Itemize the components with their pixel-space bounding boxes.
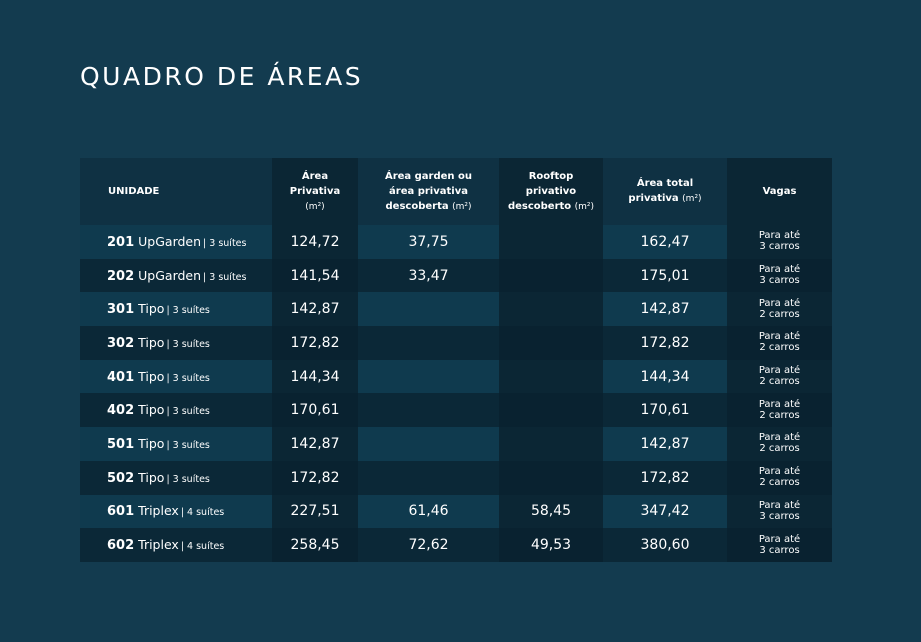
cell-rooftop: 49,53: [499, 528, 603, 562]
cell-unidade: [80, 427, 272, 461]
cell-area-garden: [358, 292, 499, 326]
cell-rooftop: [499, 360, 603, 394]
cell-vagas: [727, 495, 832, 529]
cell-area-total: 172,82: [603, 326, 727, 360]
header-area-unit: (m²): [305, 201, 325, 212]
vagas-line1: Para até: [758, 331, 801, 343]
header-total-line2: privativa: [628, 193, 679, 204]
cell-area-privativa: 172,82: [272, 461, 358, 495]
unit-suites: | 4 suítes: [180, 541, 225, 553]
cell-unidade: [80, 259, 272, 293]
cell-rooftop: [499, 461, 603, 495]
header-total-unit: (m²): [682, 194, 702, 204]
cell-unidade: [80, 326, 272, 360]
unit-suites: | 3 suítes: [166, 338, 210, 350]
header-rooftop: [499, 158, 603, 225]
vagas-text: [759, 331, 800, 353]
unit-type: Tipo: [138, 402, 165, 418]
cell-rooftop: [499, 259, 603, 293]
table-row: [80, 360, 832, 394]
vagas-text: [759, 230, 800, 252]
cell-rooftop: [499, 393, 603, 427]
unit-number: 602: [107, 538, 135, 554]
unit-type: Tipo: [138, 368, 165, 384]
vagas-line1: Para até: [758, 466, 801, 478]
vagas-line1: Para até: [758, 264, 801, 276]
header-unidade: [80, 158, 272, 225]
cell-vagas: [727, 461, 832, 495]
cell-area-garden: [358, 427, 499, 461]
vagas-text: [759, 534, 800, 556]
cell-unidade: [80, 225, 272, 259]
cell-area-garden: 33,47: [358, 259, 499, 293]
cell-area-total: 172,82: [603, 461, 727, 495]
table-row: [80, 528, 832, 562]
header-row: [80, 158, 832, 225]
cell-unidade: [80, 528, 272, 562]
vagas-line2: 2 carros: [759, 443, 800, 455]
vagas-text: [759, 264, 800, 286]
cell-area-privativa: 144,34: [272, 360, 358, 394]
vagas-line1: Para até: [758, 432, 801, 444]
vagas-line1: Para até: [758, 398, 801, 410]
unit-suites: | 3 suítes: [203, 271, 247, 283]
table-row: [80, 427, 832, 461]
vagas-line2: 2 carros: [759, 409, 800, 421]
cell-area-total: 144,34: [603, 360, 727, 394]
cell-vagas: [727, 360, 832, 394]
header-area-privativa: [272, 158, 358, 225]
unit-suites: | 3 suítes: [166, 406, 210, 418]
vagas-line2: 2 carros: [759, 477, 800, 489]
cell-rooftop: [499, 326, 603, 360]
header-area-total: [603, 158, 727, 225]
unit-type: Tipo: [138, 334, 165, 350]
areas-table-container: [80, 158, 832, 562]
header-total-line1: Área total: [636, 178, 694, 189]
header-vagas-label: Vagas: [762, 186, 797, 197]
cell-rooftop: [499, 427, 603, 461]
unit-number: 301: [107, 302, 135, 318]
table-row: [80, 292, 832, 326]
table-row: [80, 461, 832, 495]
vagas-line1: Para até: [758, 365, 801, 377]
vagas-text: [759, 399, 800, 421]
table-row: [80, 259, 832, 293]
unit-number: 302: [107, 335, 135, 351]
cell-vagas: [727, 393, 832, 427]
vagas-text: [759, 466, 800, 488]
vagas-line2: 2 carros: [759, 342, 800, 354]
vagas-text: [759, 432, 800, 454]
unit-number: 502: [107, 470, 135, 486]
cell-area-total: 170,61: [603, 393, 727, 427]
table-body: [80, 225, 832, 562]
table-row: [80, 225, 832, 259]
vagas-text: [759, 365, 800, 387]
cell-area-privativa: 141,54: [272, 259, 358, 293]
unit-type: UpGarden: [138, 267, 202, 283]
vagas-line2: 3 carros: [759, 510, 800, 522]
cell-area-garden: [358, 360, 499, 394]
cell-area-total: 175,01: [603, 259, 727, 293]
unit-type: Tipo: [138, 301, 165, 317]
unit-type: Tipo: [138, 435, 165, 451]
header-garden-unit: (m²): [452, 201, 472, 212]
header-rooftop-line3: descoberto: [507, 200, 572, 212]
cell-unidade: [80, 461, 272, 495]
page-title: QUADRO DE ÁREAS: [80, 62, 364, 91]
unit-suites: | 4 suítes: [180, 507, 225, 519]
table-header: [80, 158, 832, 225]
header-area-line1: Área: [301, 170, 329, 182]
cell-area-total: 380,60: [603, 528, 727, 562]
vagas-line1: Para até: [758, 533, 801, 545]
unit-number: 402: [107, 403, 135, 419]
header-area-garden: [358, 158, 499, 225]
cell-rooftop: [499, 225, 603, 259]
vagas-text: [759, 298, 800, 320]
cell-vagas: [727, 292, 832, 326]
cell-area-garden: [358, 461, 499, 495]
cell-area-total: 347,42: [603, 495, 727, 529]
cell-area-privativa: 142,87: [272, 427, 358, 461]
vagas-line2: 3 carros: [759, 275, 800, 287]
cell-unidade: [80, 495, 272, 529]
vagas-line2: 3 carros: [759, 544, 800, 556]
cell-area-garden: 61,46: [358, 495, 499, 529]
cell-rooftop: 58,45: [499, 495, 603, 529]
vagas-line2: 2 carros: [759, 376, 800, 388]
vagas-line1: Para até: [758, 230, 801, 242]
cell-area-total: 142,87: [603, 292, 727, 326]
cell-unidade: [80, 360, 272, 394]
cell-area-privativa: 170,61: [272, 393, 358, 427]
table-row: [80, 393, 832, 427]
cell-area-total: 142,87: [603, 427, 727, 461]
cell-area-garden: 37,75: [358, 225, 499, 259]
unit-number: 201: [107, 234, 135, 250]
header-area-line2: Privativa: [289, 185, 341, 197]
vagas-line2: 3 carros: [759, 241, 800, 253]
cell-area-privativa: 124,72: [272, 225, 358, 259]
vagas-line1: Para até: [758, 499, 801, 511]
unit-number: 601: [107, 504, 135, 520]
cell-area-privativa: 258,45: [272, 528, 358, 562]
cell-unidade: [80, 393, 272, 427]
header-rooftop-unit: (m²): [574, 201, 595, 212]
table-row: [80, 495, 832, 529]
cell-area-garden: [358, 393, 499, 427]
cell-rooftop: [499, 292, 603, 326]
vagas-line1: Para até: [758, 297, 801, 309]
unit-type: Triplex: [138, 537, 179, 553]
cell-vagas: [727, 259, 832, 293]
header-unidade-label: UNIDADE: [108, 186, 160, 197]
cell-unidade: [80, 292, 272, 326]
areas-table: [80, 158, 832, 562]
header-vagas: [727, 158, 832, 225]
unit-suites: | 3 suítes: [166, 372, 210, 384]
vagas-line2: 2 carros: [759, 308, 800, 320]
table-row: [80, 326, 832, 360]
unit-suites: | 3 suítes: [166, 305, 210, 317]
cell-area-garden: 72,62: [358, 528, 499, 562]
unit-type: Tipo: [138, 469, 165, 485]
unit-number: 401: [107, 369, 135, 385]
cell-vagas: [727, 326, 832, 360]
cell-area-privativa: 172,82: [272, 326, 358, 360]
header-garden-line1: Área garden ou: [384, 170, 473, 182]
unit-type: UpGarden: [138, 233, 202, 249]
cell-vagas: [727, 528, 832, 562]
cell-vagas: [727, 225, 832, 259]
unit-number: 202: [107, 268, 135, 284]
header-garden-line2: área privativa: [389, 185, 468, 197]
cell-area-privativa: 227,51: [272, 495, 358, 529]
cell-area-total: 162,47: [603, 225, 727, 259]
unit-suites: | 3 suítes: [166, 473, 210, 485]
unit-suites: | 3 suítes: [166, 439, 210, 451]
unit-suites: | 3 suítes: [203, 237, 247, 249]
cell-area-garden: [358, 326, 499, 360]
cell-vagas: [727, 427, 832, 461]
vagas-text: [759, 500, 800, 522]
unit-type: Triplex: [138, 503, 179, 519]
header-rooftop-line1: Rooftop: [528, 170, 574, 182]
header-rooftop-line2: privativo: [525, 185, 577, 197]
unit-number: 501: [107, 436, 135, 452]
cell-area-privativa: 142,87: [272, 292, 358, 326]
header-garden-line3: descoberta: [385, 200, 449, 212]
